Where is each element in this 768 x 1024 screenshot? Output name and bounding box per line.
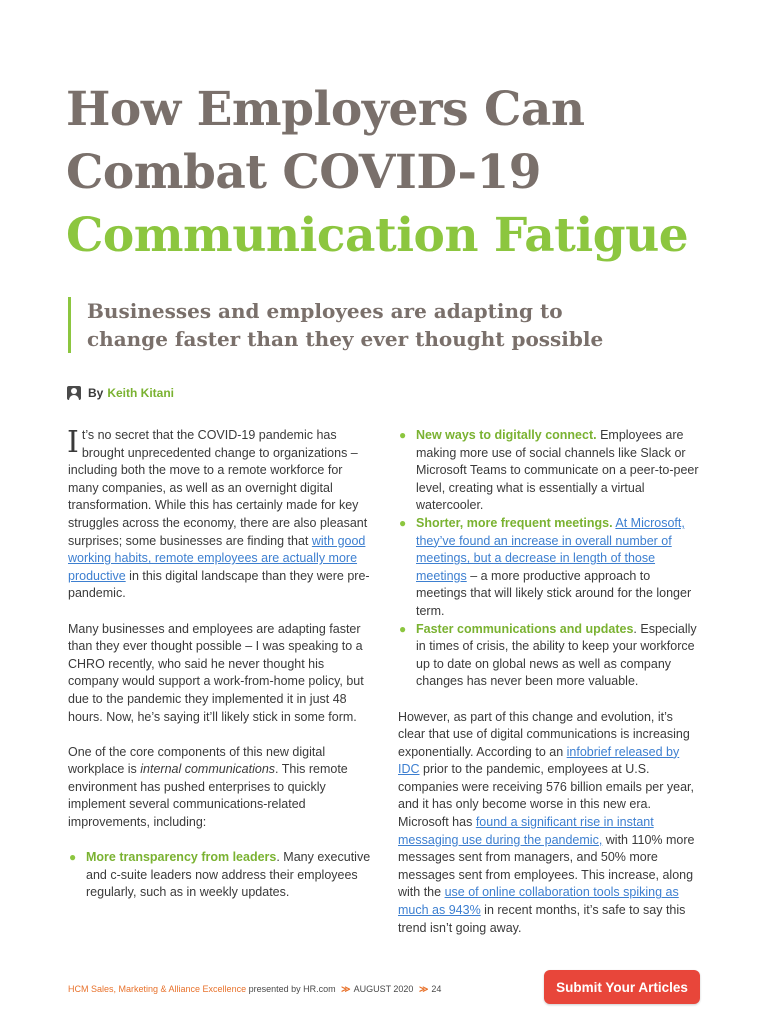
instant-messaging-link[interactable]: found a significant rise in instant messaging use during the pandemic, (398, 815, 654, 847)
chevron-right-icon: ≫ (418, 984, 429, 994)
subtitle (87, 297, 707, 353)
drop-cap: I (67, 425, 79, 460)
idc-infobrief-link[interactable]: infobrief released by IDC (398, 744, 680, 777)
list-item (68, 849, 373, 902)
subtitle-block (68, 297, 707, 353)
paragraph-adapting: Many businesses and employees are adapting faster than they ever thought possible – I was speaking to a CHRO recently, who said he never thought his company would support a work-from-home policy, but due to the pandemic they implemented it in just 48 hours. Now, he’s saying it’ll likely stick in some form. (68, 621, 364, 724)
bullet-text: . Many executive and c-suite leaders now address their employees regularly, such as in weekly updates. (86, 850, 371, 900)
submit-articles-button[interactable]: Submit Your Articles (544, 970, 700, 1004)
bullet-dot-icon: ● (399, 515, 407, 530)
bullet-dot-icon: ● (69, 850, 77, 865)
bullet-lead: Shorter, more frequent meetings. (416, 515, 613, 530)
bullet-dot-icon: ● (399, 621, 407, 636)
subtitle-line-1: Businesses and employees are adapting to (87, 299, 563, 323)
bullet-text: – a more productive approach to meetings that will likely stick around for the longer term. (416, 568, 692, 618)
bullet-text: . Especially in times of crisis, the ability to keep your workforce up to date on global news as well as company changes has never been more valuable. (416, 621, 697, 689)
paragraph-intro (68, 427, 373, 603)
chevron-right-icon: ≫ (341, 984, 351, 994)
bullet-lead: Faster communications and updates (416, 621, 634, 636)
paragraph-text: However, as part of this change and evolution, it’s clear that use of digital communications is increasing exponentially. According to an (398, 709, 690, 759)
list-item (398, 427, 703, 515)
paragraph-text: in recent months, it’s safe to say this trend isn’t going away. (398, 903, 686, 935)
title-line-2: Combat COVID-19 (66, 145, 541, 200)
title-line-3: Communication Fatigue (66, 208, 689, 263)
right-column (398, 427, 703, 955)
magazine-name: HCM Sales, Marketing & Alliance Excellence (68, 984, 247, 994)
paragraph-text: t’s no secret that the COVID-19 pandemic has brought unprecedented change to organizations – including both the move to a remote workforce for many companies, as well as an overnight digital transformation. While this has certainly made for key struggles across the economy, there are also pleasant surprises; some businesses are finding that (68, 428, 368, 548)
list-item (398, 621, 703, 691)
paragraph-text: prior to the pandemic, employees at U.S. companies were receiving 576 billion emails per year, and it has only become worse in this new era. Microsoft has (398, 762, 694, 830)
improvements-list-left (68, 849, 373, 902)
presented-by: presented by HR.com (246, 984, 336, 994)
list-item (398, 515, 703, 621)
emphasis-text: internal communications (140, 762, 276, 777)
article-title (66, 78, 746, 267)
byline-prefix: By (88, 386, 104, 400)
person-icon (67, 386, 81, 400)
issue-date: AUGUST 2020 (353, 984, 414, 994)
title-line-1: How Employers Can (66, 82, 585, 137)
paragraph-text: One of the core components of this new digital workplace is (68, 744, 326, 777)
subtitle-line-2: change faster than they ever thought possible (87, 327, 604, 351)
collaboration-tools-link[interactable]: use of online collaboration tools spiking as much as 943% (398, 885, 679, 918)
bullet-text: Employees are making more use of social channels like Slack or Microsoft Teams to communicate on a peer-to-peer level, creating what is essentially a virtual watercooler. (416, 428, 699, 513)
improvements-list-right (398, 427, 703, 691)
paragraph-however (398, 709, 703, 938)
page-footer (68, 984, 441, 995)
author-name: Keith Kitani (107, 386, 175, 400)
left-column (68, 427, 373, 920)
paragraph-core-components (68, 744, 373, 832)
byline (67, 386, 174, 400)
microsoft-meetings-link[interactable]: At Microsoft, they’ve found an increase in overall number of meetings, but a decrease in length of those meetings (416, 515, 685, 583)
bullet-lead: More transparency from leaders (86, 850, 277, 865)
paragraph-text: in this digital landscape than they were pre-pandemic. (68, 568, 370, 601)
productivity-link[interactable]: with good working habits, remote employees are actually more productive (68, 533, 366, 583)
paragraph-text: with 110% more messages sent from managers, and 50% more messages sent from employees. This increase, along with the (398, 832, 695, 900)
page-number: 24 (431, 984, 442, 994)
paragraph-text: . This remote environment has pushed enterprises to quickly implement several communications-related improvements, including: (68, 762, 348, 830)
bullet-lead: New ways to digitally connect. (416, 428, 597, 442)
bullet-dot-icon: ● (399, 428, 407, 442)
